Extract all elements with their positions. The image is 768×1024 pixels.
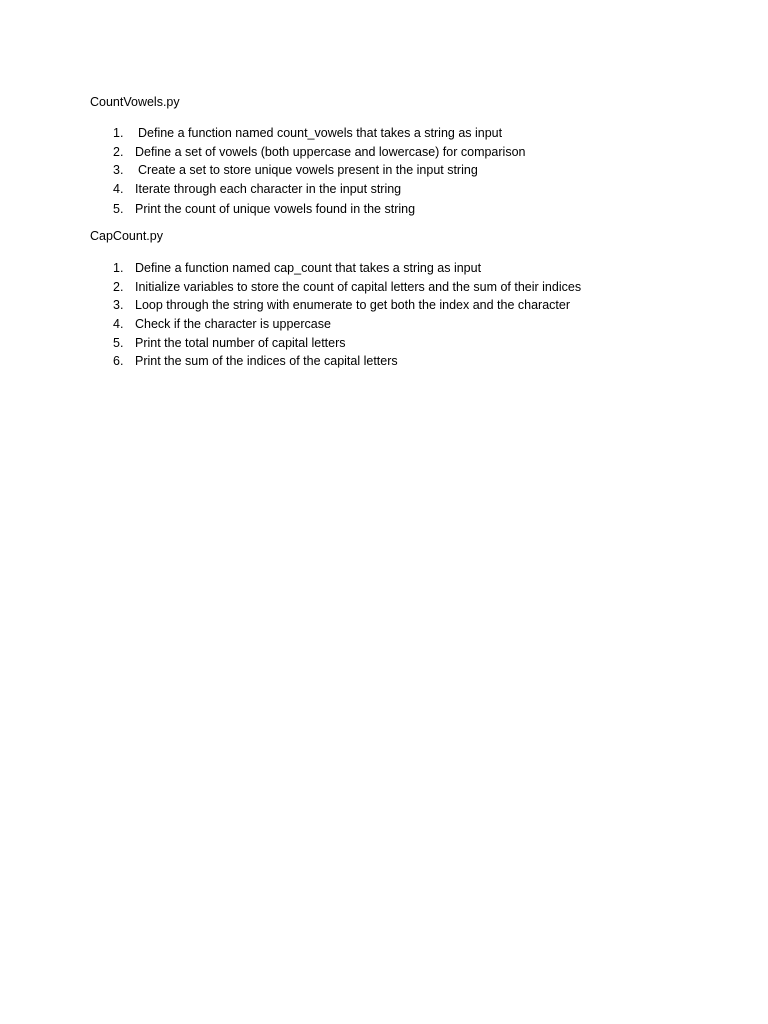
- list-text: Define a set of vowels (both uppercase and lowercase) for comparison: [135, 144, 526, 159]
- list-item: [90, 180, 710, 199]
- list-item: [90, 143, 710, 162]
- list-text: Initialize variables to store the count of capital letters and the sum of their indices: [135, 279, 582, 294]
- list-text: Define a function named count_vowels that takes a string as input: [138, 126, 503, 140]
- list-item: [90, 259, 710, 278]
- list-text: Print the total number of capital letters: [135, 335, 346, 350]
- list-text: Define a function named cap_count that takes a string as input: [135, 261, 482, 275]
- list-number: 2.: [113, 279, 124, 294]
- list-item: [90, 352, 710, 371]
- list-number: 1.: [113, 261, 124, 275]
- steps-list: [90, 124, 710, 218]
- list-item: [90, 315, 710, 334]
- list-item: [90, 200, 710, 219]
- section-count-vowels: [90, 95, 710, 218]
- list-number: 4.: [113, 317, 124, 332]
- list-text: Print the count of unique vowels found in the string: [135, 201, 416, 216]
- list-item: [90, 278, 710, 297]
- list-number: 2.: [113, 144, 124, 159]
- section-title: CountVowels.py: [90, 95, 180, 109]
- list-text: Check if the character is uppercase: [135, 317, 331, 332]
- list-number: 5.: [113, 201, 124, 216]
- list-number: 4.: [113, 182, 124, 197]
- list-text: Loop through the string with enumerate to get both the index and the character: [135, 298, 571, 313]
- list-text: Print the sum of the indices of the capital letters: [135, 354, 398, 369]
- list-item: [90, 124, 710, 143]
- list-number: 3.: [113, 298, 124, 313]
- list-item: [90, 296, 710, 315]
- section-title: CapCount.py: [90, 229, 163, 243]
- list-text: Iterate through each character in the input string: [135, 182, 402, 197]
- section-cap-count: [90, 229, 710, 371]
- list-item: [90, 334, 710, 353]
- list-number: 6.: [113, 354, 124, 369]
- list-text: Create a set to store unique vowels present in the input string: [138, 163, 478, 178]
- steps-list: [90, 259, 710, 371]
- list-item: [90, 161, 710, 180]
- list-number: 5.: [113, 335, 124, 350]
- list-number: 1.: [113, 126, 124, 140]
- list-number: 3.: [113, 163, 124, 178]
